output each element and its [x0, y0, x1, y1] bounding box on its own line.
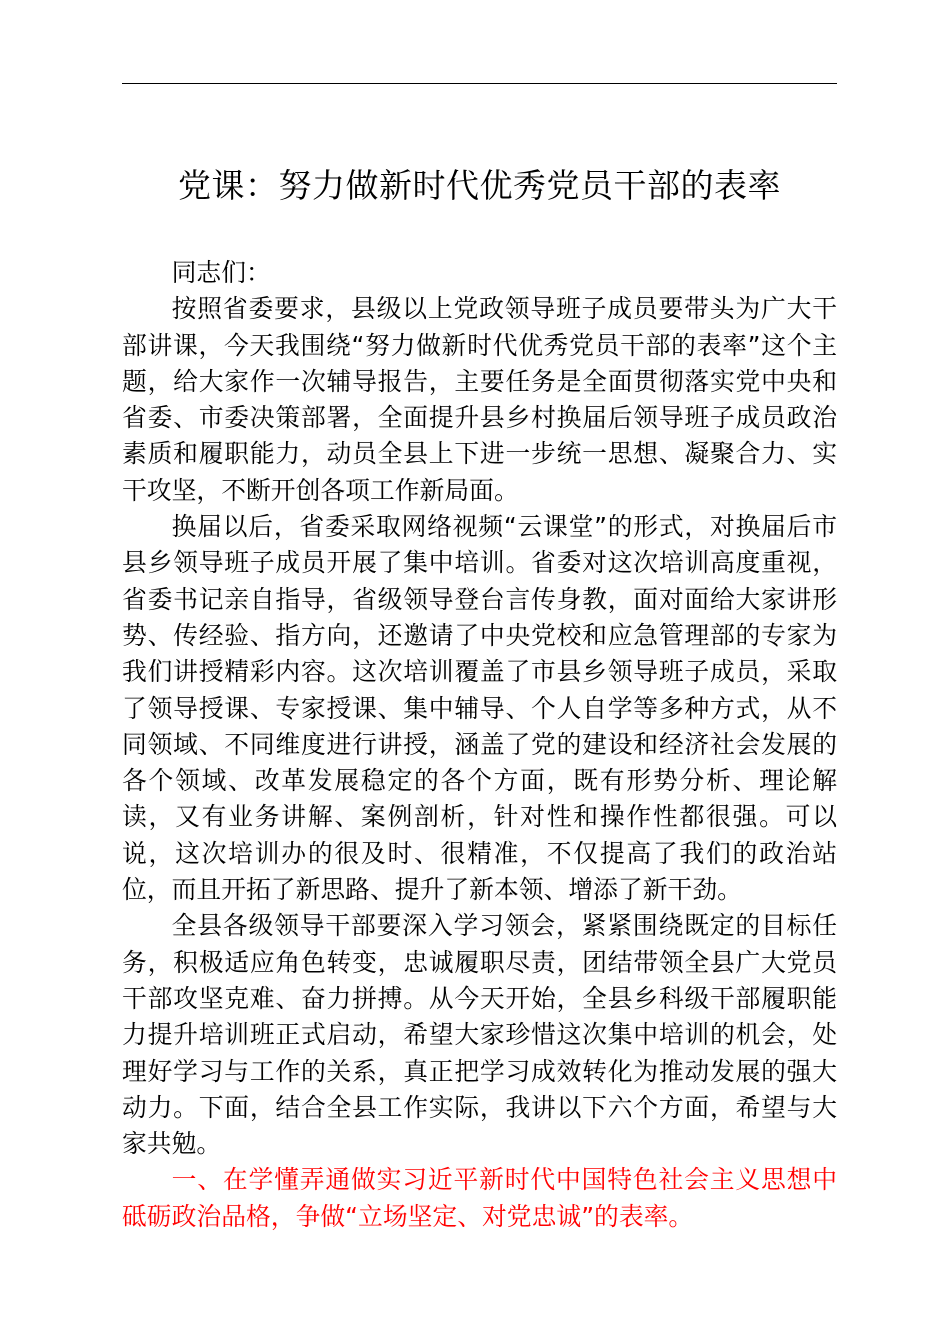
paragraph-expectations: 全县各级领导干部要深入学习领会，紧紧围绕既定的目标任务，积极适应角色转变，忠诚履职尽责，团结带领全县广大党员干部攻坚克难、奋力拼搏。从今天开始，全县乡科级干部履职能力提升培训班正式启动，希望大家珍惜这次集中培训的机会，处理好学习与工作的关系，真正把学习成效转化为推动发展的强大动力。下面，结合全县工作实际，我讲以下六个方面，希望与大家共勉。: [122, 911, 837, 1159]
greeting: 同志们：: [171, 258, 271, 287]
header-rule: [122, 83, 837, 84]
document-body: [122, 255, 837, 1235]
paragraph-intro: 按照省委要求，县级以上党政领导班子成员要带头为广大干部讲课，今天我围绕“努力做新时代优秀党员干部的表率”这个主题，给大家作一次辅导报告，主要任务是全面贯彻落实党中央和省委、市委决策部署，全面提升县乡村换届后领导班子成员政治素质和履职能力，动员全县上下进一步统一思想、凝聚合力、实干攻坚，不断开创各项工作新局面。: [122, 294, 837, 505]
document-title: 党课：努力做新时代优秀党员干部的表率: [178, 166, 781, 205]
paragraph-training: 换届以后，省委采取网络视频“云课堂”的形式，对换届后市县乡领导班子成员开展了集中培训。省委对这次培训高度重视，省委书记亲自指导，省级领导登台言传身教，面对面给大家讲形势、传经验、指方向，还邀请了中央党校和应急管理部的专家为我们讲授精彩内容。这次培训覆盖了市县乡领导班子成员，采取了领导授课、专家授课、集中辅导、个人自学等多种方式，从不同领域、不同维度进行讲授，涵盖了党的建设和经济社会发展的各个领域、改革发展稳定的各个方面，既有形势分析、理论解读，又有业务讲解、案例剖析，针对性和操作性都很强。可以说，这次培训办的很及时、很精准，不仅提高了我们的政治站位，而且开拓了新思路、提升了新本领、增添了新干劲。: [122, 512, 837, 905]
section-heading-1: 一、在学懂弄通做实习近平新时代中国特色社会主义思想中砥砺政治品格，争做“立场坚定、对党忠诚”的表率。: [122, 1165, 837, 1231]
